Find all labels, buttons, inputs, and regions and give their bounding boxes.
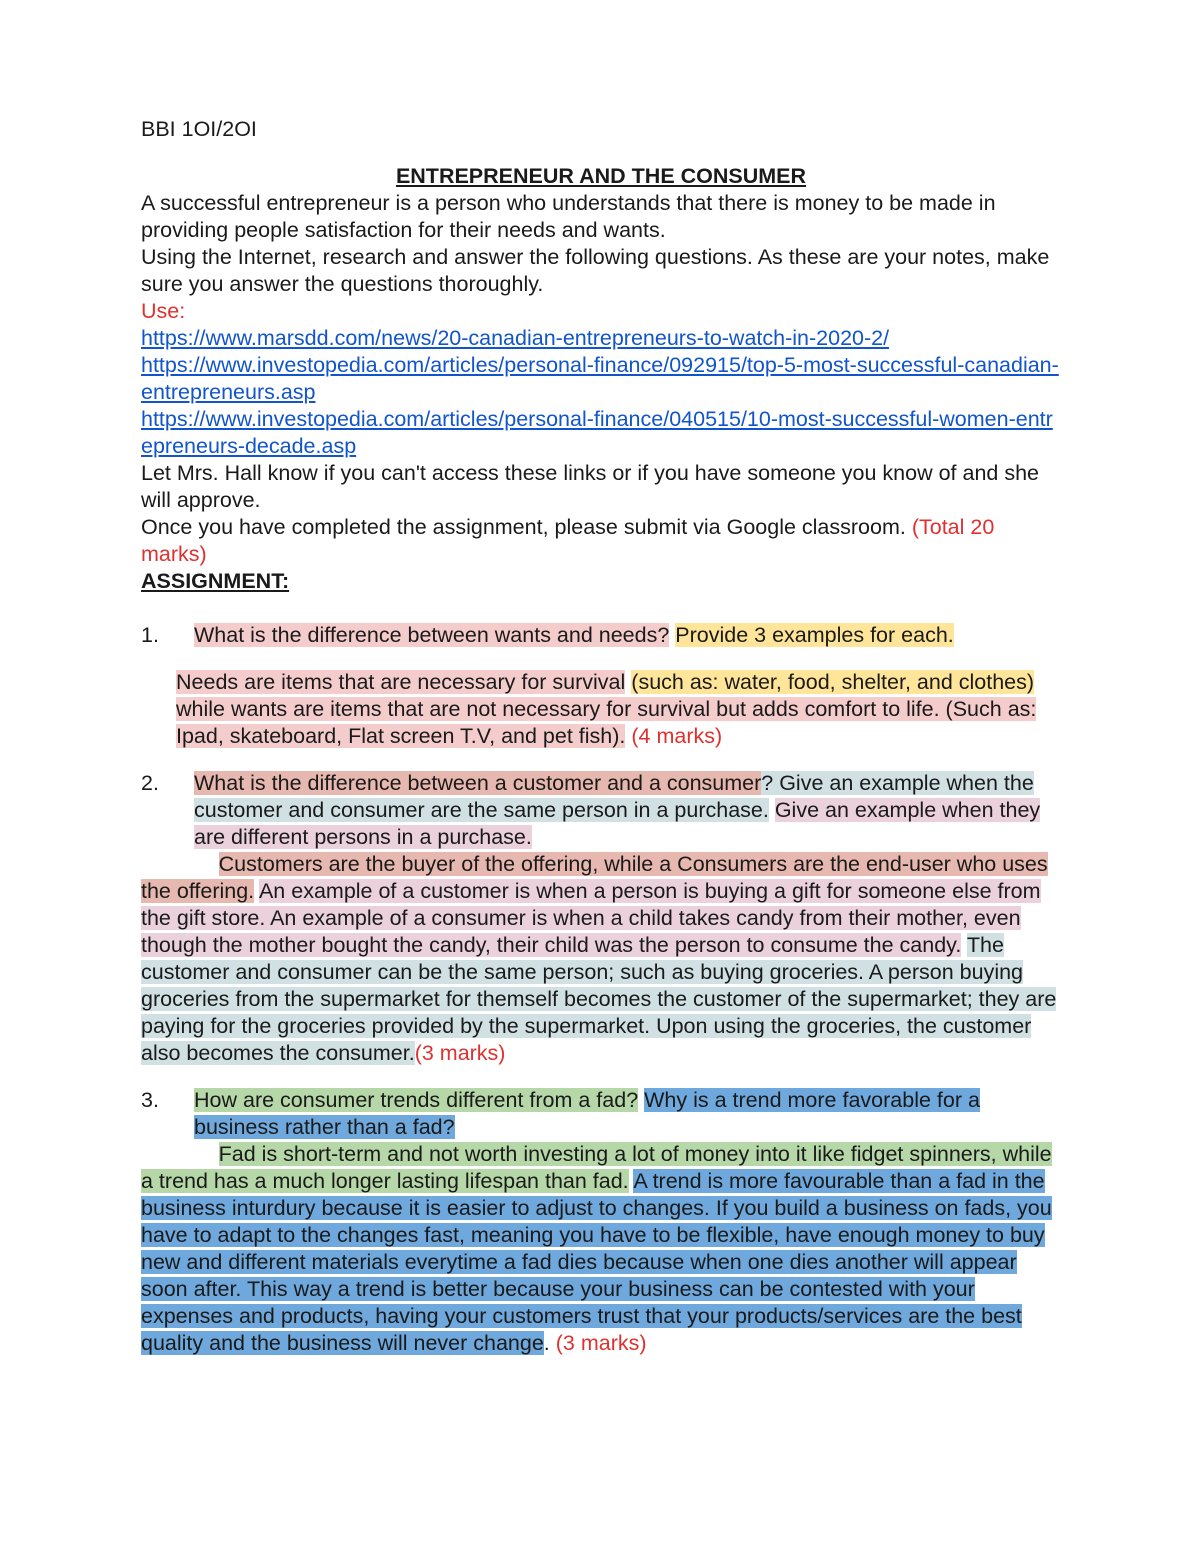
resource-link-marsdd[interactable]: https://www.marsdd.com/news/20-canadian-entrepreneurs-to-watch-in-2020-2/ [141,326,890,350]
question-number: 1. [141,623,159,647]
question-number: 3. [141,1088,159,1112]
access-note: Let Mrs. Hall know if you can't access these links or if you have someone you know of and she will approve. [141,461,1040,512]
resource-link-investopedia-canadian[interactable]: https://www.investopedia.com/articles/personal-finance/092915/top-5-most-successful-canadian-entrepreneurs.asp [141,353,1059,404]
marks-label: (3 marks) [414,1041,506,1065]
resource-link-investopedia-women[interactable]: https://www.investopedia.com/articles/personal-finance/040515/10-most-successful-women-entrepreneurs-decade.asp [141,407,1053,458]
use-label: Use: [141,299,186,323]
total-marks: (Total 20 marks) [141,515,995,566]
question-text: Give an example when they are different persons in a purchase. [194,798,1041,849]
intro-paragraph: A successful entrepreneur is a person who understands that there is money to be made in providing people satisfaction for their needs and wants. [141,191,996,242]
question-text: How are consumer trends different from a fad? [194,1088,639,1112]
answer-2: Customers are the buyer of the offering, while a Consumers are the end-user who uses the offering. An example of a customer is when a person is buying a gift for someone else from the gift store. An example of a consumer is when a child takes candy from their mother, even though the mother bought the candy, their child was the person to consume the candy. The customer and consumer can be the same person; such as buying groceries. A person buying groceries from the supermarket for themself becomes the customer of the supermarket; they are paying for the groceries provided by the supermarket. Upon using the groceries, the customer also becomes the consumer.(3 marks) [141,852,1057,1065]
question-text: Why is a trend more favorable for a business rather than a fad? [194,1088,980,1139]
course-code: BBI 1OI/2OI [141,117,257,141]
question-text: What is the difference between a customer and a consumer [194,771,762,795]
marks-label: (4 marks) [631,724,723,748]
instructions-paragraph: Using the Internet, research and answer the following questions. As these are your notes, make sure you answer the questions thoroughly. [141,245,1050,296]
question-3 [141,1087,1061,1141]
question-number: 2. [141,771,159,795]
document-title: ENTREPRENEUR AND THE CONSUMER [395,164,807,188]
submission-note: Once you have completed the assignment, please submit via Google classroom. (Total 20 marks) [141,515,995,566]
question-text: Provide 3 examples for each. [675,623,954,647]
assignment-heading: ASSIGNMENT: [141,569,290,593]
marks-label: (3 marks) [555,1331,647,1355]
question-text: What is the difference between wants and needs? [194,623,670,647]
document-body [141,116,1061,1357]
answer-3: Fad is short-term and not worth investing a lot of money into it like fidget spinners, while a trend has a much longer lasting lifespan than fad. A trend is more favourable than a fad in the business inturdury because it is easier to adjust to changes. If you build a business on fads, you have to adapt to the changes fast, meaning you have to be flexible, have enough money to buy new and different materials everytime a fad dies because when one dies another will appear soon after. This way a trend is better because your business can be contested with your expenses and products, having your customers trust that your products/services are the best quality and the business will never change. (3 marks) [141,1142,1052,1355]
question-text: ? Give an example when the customer and consumer are the same person in a purchase. [194,771,1034,822]
question-1 [141,622,1061,649]
question-2 [141,770,1061,851]
answer-1: Needs are items that are necessary for survival (such as: water, food, shelter, and clothes) while wants are items that are not necessary for survival but adds comfort to life. (Such as: Ipad, skateboard, Flat screen T.V, and pet fish). (4 marks) [176,670,1037,748]
